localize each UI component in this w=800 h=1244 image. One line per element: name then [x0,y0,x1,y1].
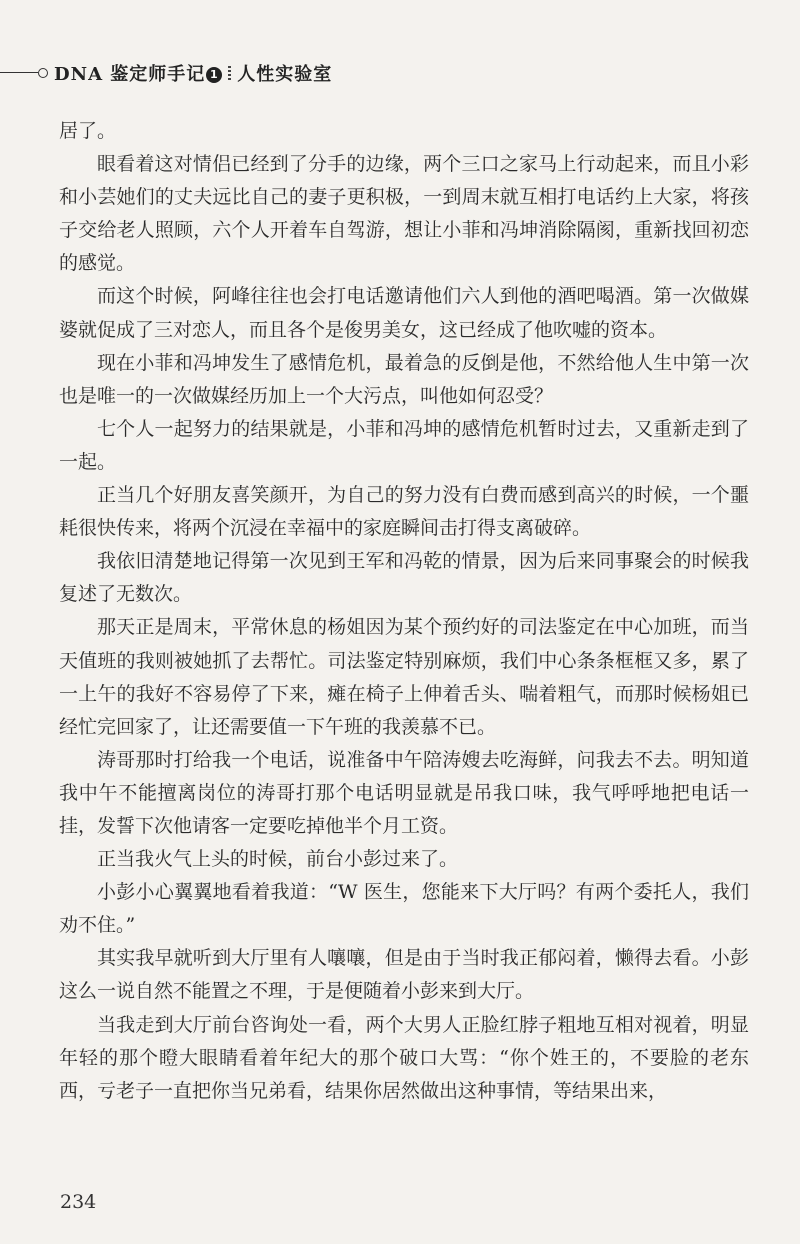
header-separator [228,66,231,82]
paragraph: 我依旧清楚地记得第一次见到王军和冯乾的情景，因为后来同事聚会的时候我复述了无数次。 [59,550,749,606]
paragraph: 涛哥那时打给我一个电话，说准备中午陪涛嫂去吃海鲜，问我去不去。明知道我中午不能擅离岗位的涛哥打那个电话明显就是吊我口味，我气呼呼地把电话一挂，发誓下次他请客一定要吃掉他半个月工资。 [59,748,749,837]
book-subtitle: 人性实验室 [237,64,333,85]
page-body [59,115,749,1108]
paragraph: 现在小菲和冯坤发生了感情危机，最着急的反倒是他，不然给他人生中第一次也是唯一的一次做媒经历加上一个大污点，叫他如何忍受？ [59,351,749,407]
book-number-badge: 1 [206,67,222,83]
header-rule [0,72,38,73]
paragraph: 七个人一起努力的结果就是，小菲和冯坤的感情危机暂时过去，又重新走到了一起。 [59,417,749,473]
paragraph: 而这个时候，阿峰往往也会打电话邀请他们六人到他的酒吧喝酒。第一次做媒婆就促成了三对恋人，而且各个是俊男美女，这已经成了他吹嘘的资本。 [59,285,749,341]
book-series-title: DNA 鉴定师手记 [54,64,206,85]
paragraph: 正当几个好朋友喜笑颜开，为自己的努力没有白费而感到高兴的时候，一个噩耗很快传来，将两个沉浸在幸福中的家庭瞬间击打得支离破碎。 [59,484,749,540]
paragraph: 小彭小心翼翼地看着我道：“W 医生，您能来下大厅吗？有两个委托人，我们劝不住。” [59,881,749,937]
header-title [54,60,332,86]
paragraph: 那天正是周末，平常休息的杨姐因为某个预约好的司法鉴定在中心加班，而当天值班的我则被她抓了去帮忙。司法鉴定特别麻烦，我们中心条条框框又多，累了一上午的我好不容易停了下来，瘫在椅子上伸着舌头、喘着粗气，而那时候杨姐已经忙完回家了，让还需要值一下午班的我羡慕不已。 [59,616,749,738]
paragraph: 居了。 [59,120,117,142]
paragraph: 正当我火气上头的时候，前台小彭过来了。 [97,848,459,871]
page-number: 234 [60,1191,97,1213]
running-header [0,60,800,90]
paragraph: 当我走到大厅前台咨询处一看，两个大男人正脸红脖子粗地互相对视着，明显年轻的那个瞪大眼睛看着年纪大的那个破口大骂：“你个姓王的，不要脸的老东西，亏老子一直把你当兄弟看，结果你居然做出这种事情，等结果出来， [59,1013,749,1102]
paragraph: 其实我早就听到大厅里有人嚷嚷，但是由于当时我正郁闷着，懒得去看。小彭这么一说自然不能置之不理，于是便随着小彭来到大厅。 [59,947,749,1003]
paragraph: 眼看着这对情侣已经到了分手的边缘，两个三口之家马上行动起来，而且小彩和小芸她们的丈夫远比自己的妻子更积极，一到周末就互相打电话约上大家，将孩子交给老人照顾，六个人开着车自驾游，想让小菲和冯坤消除隔阂，重新找回初恋的感觉。 [59,153,749,275]
header-circle-ornament [38,68,48,78]
